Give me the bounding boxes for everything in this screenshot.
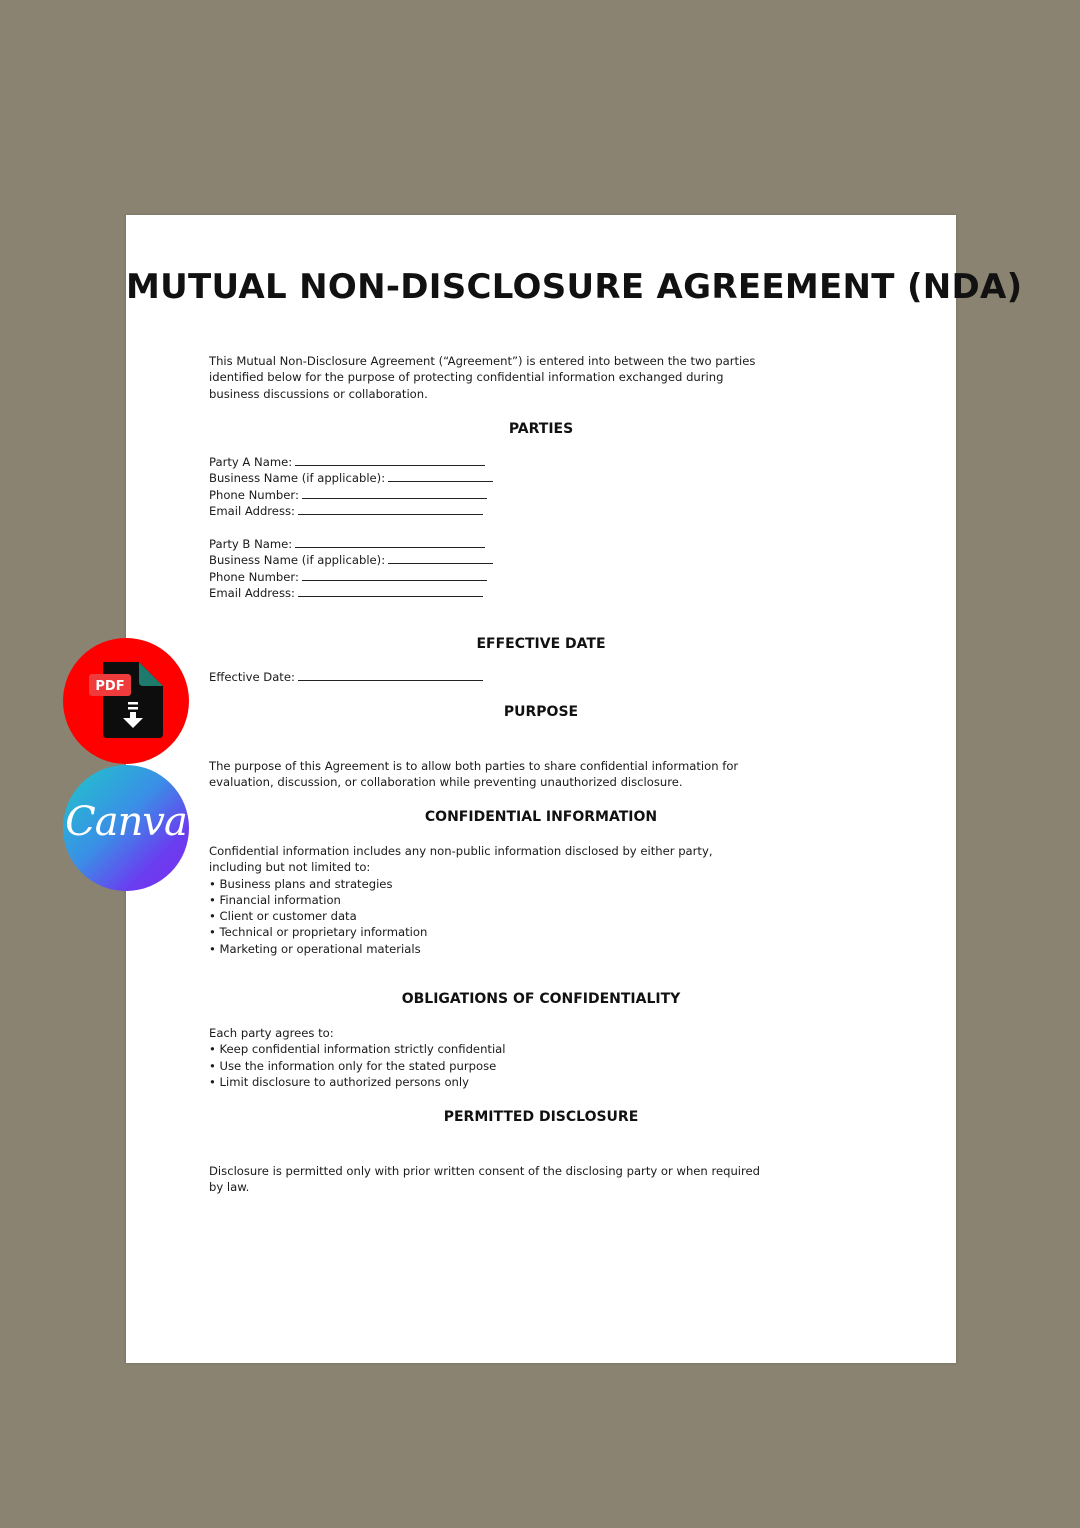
disclosure-line: by law.	[209, 1180, 250, 1195]
confidential-bullet: • Financial information	[209, 892, 341, 907]
confidential-line: including but not limited to:	[209, 860, 371, 875]
obligations-paragraph	[209, 1025, 749, 1090]
intro-paragraph	[209, 353, 756, 402]
effective-date-field	[209, 669, 749, 685]
obligations-bullet: • Keep confidential information strictly confidential	[209, 1042, 506, 1057]
blank-line	[298, 503, 483, 515]
obligations-bullet: • Use the information only for the stated purpose	[209, 1058, 497, 1073]
field-label: Phone Number:	[209, 569, 299, 584]
field-label: Effective Date:	[209, 670, 295, 684]
blank-line	[295, 454, 485, 466]
field-label: Phone Number:	[209, 487, 299, 502]
field-label: Party B Name:	[209, 537, 293, 551]
party-a-business-field	[209, 470, 749, 486]
intro-line: identified below for the purpose of protecting confidential information exchanged during	[209, 370, 724, 385]
intro-line: business discussions or collaboration.	[209, 386, 428, 401]
blank-line	[295, 536, 485, 548]
canva-badge[interactable]	[63, 765, 189, 891]
party-b-fields	[209, 536, 749, 601]
purpose-heading: PURPOSE	[503, 704, 579, 720]
pdf-label: PDF	[95, 679, 125, 694]
confidential-bullet: • Technical or proprietary information	[209, 925, 428, 940]
blank-line	[298, 585, 483, 597]
party-b-email-field	[209, 585, 749, 601]
blank-line	[302, 487, 487, 499]
blank-line	[388, 552, 493, 564]
blank-line	[302, 569, 487, 581]
party-a-phone-field	[209, 487, 749, 503]
party-a-name-field	[209, 454, 749, 470]
permitted-disclosure-heading: PERMITTED DISCLOSURE	[443, 1109, 639, 1125]
parties-heading: PARTIES	[508, 421, 574, 437]
blank-line	[298, 669, 483, 681]
confidential-information-paragraph	[209, 843, 749, 957]
intro-line: This Mutual Non-Disclosure Agreement (“Agreement”) is entered into between the two parties	[209, 354, 756, 368]
confidential-information-heading: CONFIDENTIAL INFORMATION	[424, 809, 658, 825]
obligations-bullet: • Limit disclosure to authorized persons only	[209, 1074, 469, 1089]
disclosure-line: Disclosure is permitted only with prior written consent of the disclosing party or when required	[209, 1164, 761, 1178]
party-b-business-field	[209, 552, 749, 568]
canva-logo: Canva	[65, 799, 187, 845]
purpose-line: evaluation, discussion, or collaboration while preventing unauthorized disclosure.	[209, 775, 683, 790]
document-page	[126, 215, 1023, 1363]
purpose-line: The purpose of this Agreement is to allow both parties to share confidential information for	[209, 759, 739, 773]
purpose-paragraph	[209, 758, 749, 791]
party-b-name-field	[209, 536, 749, 552]
effective-date-heading: EFFECTIVE DATE	[476, 636, 606, 652]
party-b-phone-field	[209, 569, 749, 585]
pdf-download-icon	[87, 660, 167, 742]
obligations-line: Each party agrees to:	[209, 1026, 334, 1040]
pdf-download-badge[interactable]	[63, 638, 189, 764]
field-label: Email Address:	[209, 503, 295, 518]
confidential-line: Confidential information includes any non-public information disclosed by either party,	[209, 844, 713, 858]
field-label: Party A Name:	[209, 455, 293, 469]
confidential-bullet: • Client or customer data	[209, 909, 357, 924]
field-label: Email Address:	[209, 585, 295, 600]
field-label: Business Name (if applicable):	[209, 471, 386, 486]
field-label: Business Name (if applicable):	[209, 553, 386, 568]
party-a-fields	[209, 454, 749, 519]
blank-line	[388, 470, 493, 482]
confidential-bullet: • Marketing or operational materials	[209, 941, 421, 956]
document-title: MUTUAL NON-DISCLOSURE AGREEMENT (NDA)	[126, 267, 1023, 307]
obligations-heading: OBLIGATIONS OF CONFIDENTIALITY	[401, 991, 681, 1007]
permitted-disclosure-paragraph	[209, 1163, 761, 1196]
party-a-email-field	[209, 503, 749, 519]
confidential-bullet: • Business plans and strategies	[209, 876, 393, 891]
